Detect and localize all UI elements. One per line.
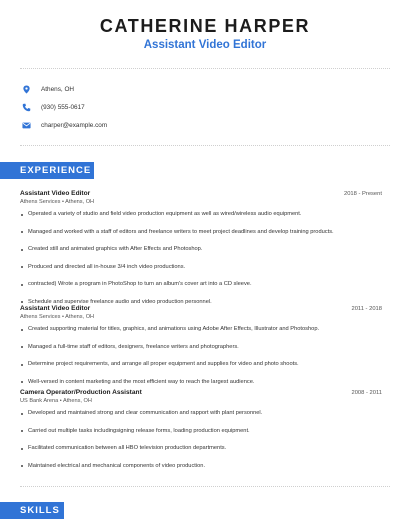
- job-bullets: [20, 410, 382, 480]
- section-heading-experience: EXPERIENCE: [0, 162, 94, 179]
- list-item: Created still and animated graphics with After Effects and Photoshop.: [20, 246, 382, 264]
- phone-text: (930) 555-0617: [41, 103, 85, 111]
- list-item: Developed and maintained strong and clear communication and rapport with plant personnel.: [20, 410, 382, 428]
- list-item: Produced and directed all in-house 3/4 inch video productions.: [20, 264, 382, 282]
- job-dates: 2011 - 2018: [351, 306, 382, 312]
- job-employer: Athens Services • Athens, OH: [20, 314, 95, 320]
- list-item: Schedule and supervise freelance audio and video production personnel.: [20, 299, 382, 317]
- list-item: contracted) Wrote a program in PhotoShop to turn an album's cover art into a CD sleeve.: [20, 281, 382, 299]
- section-heading-skills: SKILLS: [0, 502, 64, 519]
- job-entry: [20, 305, 382, 396]
- job-dates: 2008 - 2011: [351, 390, 382, 396]
- list-item: Operated a variety of studio and field video production equipment as well as wired/wireless audio equipment.: [20, 211, 382, 229]
- email-text: charper@example.com: [41, 121, 108, 129]
- job-employer: Athens Services • Athens, OH: [20, 199, 95, 205]
- job-employer: US Bank Arena • Athens, OH: [20, 398, 92, 404]
- map-pin-icon: [22, 85, 31, 94]
- job-title-header: Assistant Video Editor: [143, 39, 267, 51]
- list-item: Maintained electrical and mechanical components of video production.: [20, 463, 382, 481]
- contact-location: [22, 82, 74, 96]
- job-title: Assistant Video Editor: [20, 190, 91, 197]
- phone-icon: [22, 103, 31, 112]
- contact-phone: [22, 100, 85, 114]
- list-item: Facilitated communication between all HBO television production departments.: [20, 445, 382, 463]
- list-item: Created supporting material for titles, graphics, and animations using Adobe After Effects, Illustrator and Photoshop.: [20, 326, 382, 344]
- job-title: Assistant Video Editor: [20, 305, 91, 312]
- job-bullets: [20, 211, 382, 316]
- divider: [20, 145, 390, 146]
- job-entry: [20, 190, 382, 316]
- job-dates: 2018 - Present: [343, 191, 382, 197]
- job-title: Camera Operator/Production Assistant: [20, 389, 142, 396]
- job-entry: [20, 389, 382, 480]
- divider: [20, 486, 390, 487]
- candidate-name: CATHERINE HARPER: [99, 16, 311, 36]
- envelope-icon: [22, 121, 31, 130]
- list-item: Determine project requirements, and arrange all proper equipment and supplies for video and photo shoots.: [20, 361, 382, 379]
- location-text: Athens, OH: [41, 85, 75, 93]
- job-bullets: [20, 326, 382, 396]
- list-item: Managed a full-time staff of editors, designers, freelance writers and photographers.: [20, 344, 382, 362]
- contact-email: [22, 118, 107, 132]
- list-item: Well-versed in content marketing and the most efficient way to reach the largest audience.: [20, 379, 382, 397]
- divider: [20, 68, 390, 69]
- list-item: Carried out multiple tasks includingsigning release forms, loading production equipment.: [20, 428, 382, 446]
- list-item: Managed and worked with a staff of editors and freelance writers to meet project deadlines and develop training products.: [20, 229, 382, 247]
